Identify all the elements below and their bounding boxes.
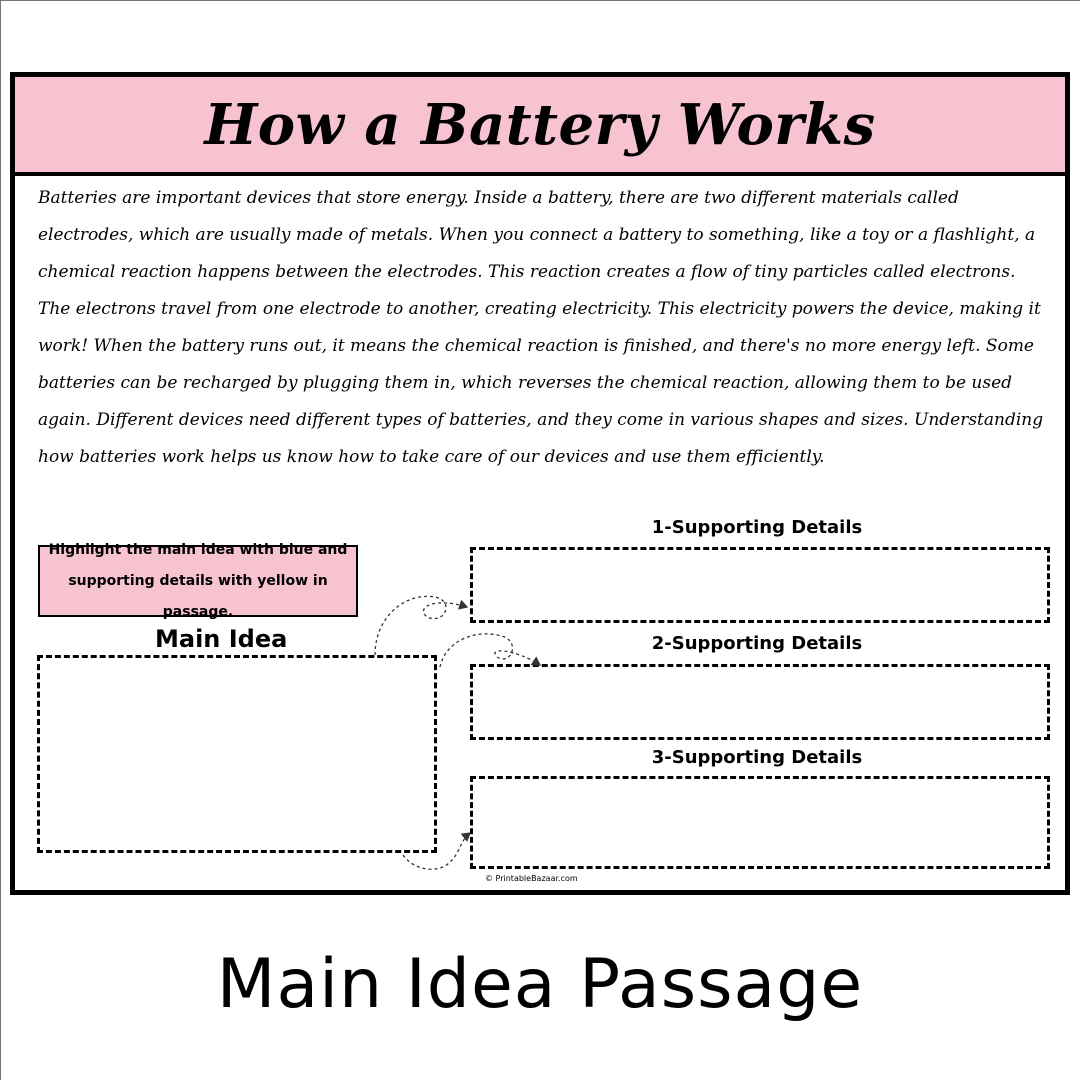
frame-top-line	[0, 0, 1080, 1]
instruction-box	[38, 541, 358, 620]
arrow-to-detail-1	[375, 596, 467, 655]
supporting-detail-3-label: 3-Supporting Details	[651, 747, 863, 768]
main-idea-label: Main Idea	[155, 625, 288, 653]
supporting-detail-2-answer-box[interactable]	[470, 664, 1050, 740]
title-bar	[15, 77, 1065, 176]
supporting-detail-2-label: 2-Supporting Details	[651, 633, 863, 654]
supporting-detail-3-answer-box[interactable]	[470, 776, 1050, 869]
copyright-note: © PrintableBazaar.com	[485, 874, 578, 883]
product-caption: Main Idea Passage	[216, 945, 864, 1024]
frame-left-line	[0, 0, 1, 1080]
supporting-detail-1-label: 1-Supporting Details	[651, 517, 863, 538]
worksheet	[10, 72, 1070, 895]
reading-passage: Batteries are important devices that store energy. Inside a battery, there are two different materials called electrodes, which are usually made of metals. When you connect a battery to something, like a toy or a flashlight, a chemical reaction happens between the electrodes. This reaction creates a flow of tiny particles called electrons. The electrons travel from one electrode to another, creating electricity. This electricity powers the device, making it work! When the battery runs out, it means the chemical reaction is finished, and there's no more energy left. Some batteries can be recharged by plugging them in, which reverses the chemical reaction, allowing them to be used again. Different devices need different types of batteries, and they come in various shapes and sizes. Understanding how batteries work helps us know how to take care of our devices and use them efficiently.	[38, 188, 1044, 467]
main-idea-answer-box[interactable]	[37, 655, 437, 853]
supporting-detail-1-answer-box[interactable]	[470, 547, 1050, 623]
instruction-text: Highlight the main idea with blue and supporting details with yellow in passage.	[48, 541, 348, 620]
worksheet-title: How a Battery Works	[204, 91, 876, 158]
